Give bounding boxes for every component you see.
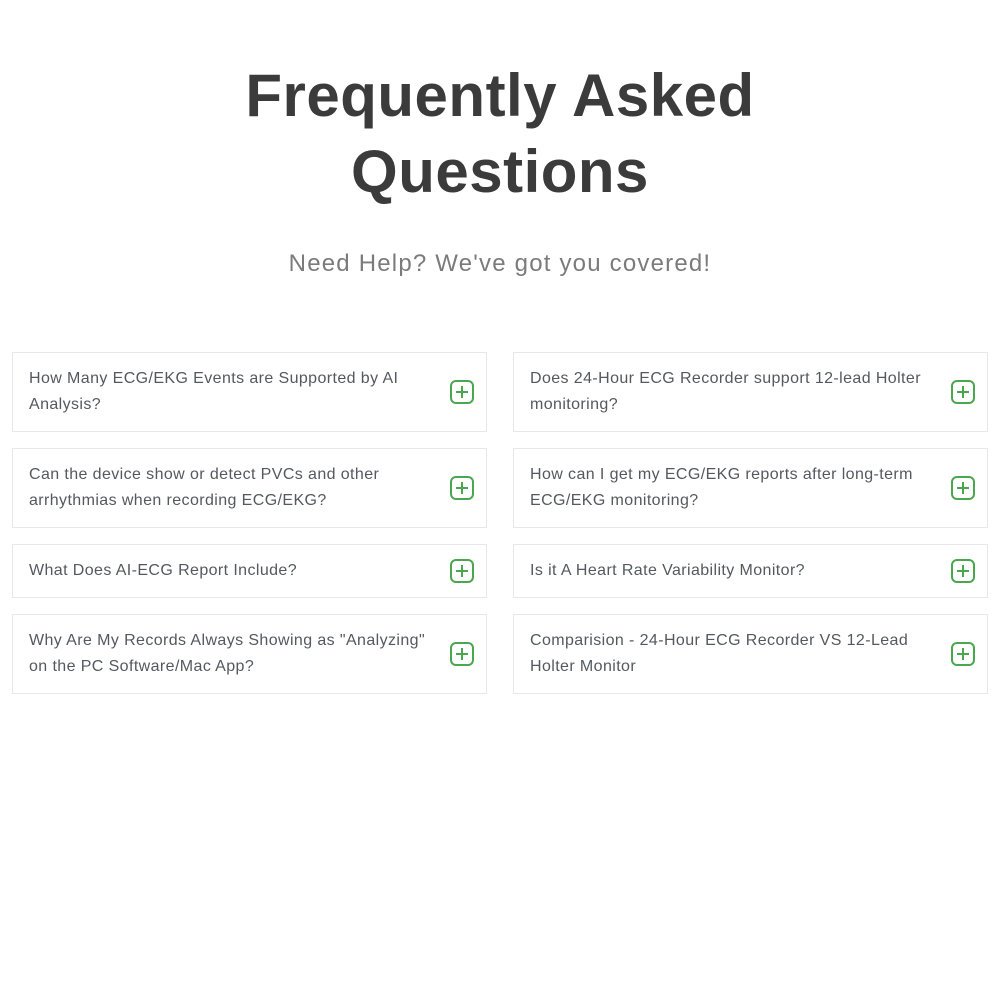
faq-item[interactable] bbox=[12, 448, 487, 528]
expand-plus-icon[interactable] bbox=[450, 559, 474, 583]
faq-grid bbox=[12, 352, 988, 694]
faq-item[interactable] bbox=[513, 448, 988, 528]
faq-question: Is it A Heart Rate Variability Monitor? bbox=[530, 562, 805, 579]
faq-question: Why Are My Records Always Showing as "Analyzing" on the PC Software/Mac App? bbox=[29, 632, 426, 675]
faq-question: Can the device show or detect PVCs and other arrhythmias when recording ECG/EKG? bbox=[29, 466, 380, 509]
faq-question: How Many ECG/EKG Events are Supported by AI Analysis? bbox=[29, 370, 399, 413]
page-subtitle: Need Help? We've got you covered! bbox=[288, 250, 712, 277]
faq-header bbox=[0, 0, 1000, 278]
expand-plus-icon[interactable] bbox=[450, 380, 474, 404]
faq-item[interactable] bbox=[513, 352, 988, 432]
faq-question: Does 24-Hour ECG Recorder support 12-lead Holter monitoring? bbox=[530, 370, 921, 413]
expand-plus-icon[interactable] bbox=[951, 476, 975, 500]
expand-plus-icon[interactable] bbox=[450, 642, 474, 666]
faq-item[interactable] bbox=[12, 352, 487, 432]
page-title: Frequently Asked Questions bbox=[245, 62, 755, 205]
faq-item[interactable] bbox=[513, 544, 988, 598]
expand-plus-icon[interactable] bbox=[951, 559, 975, 583]
faq-question: Comparision - 24-Hour ECG Recorder VS 12-Lead Holter Monitor bbox=[530, 632, 909, 675]
faq-item[interactable] bbox=[12, 614, 487, 694]
faq-question: What Does AI-ECG Report Include? bbox=[29, 562, 298, 579]
expand-plus-icon[interactable] bbox=[951, 380, 975, 404]
faq-item[interactable] bbox=[12, 544, 487, 598]
faq-item[interactable] bbox=[513, 614, 988, 694]
expand-plus-icon[interactable] bbox=[951, 642, 975, 666]
faq-question: How can I get my ECG/EKG reports after long-term ECG/EKG monitoring? bbox=[530, 466, 913, 509]
expand-plus-icon[interactable] bbox=[450, 476, 474, 500]
